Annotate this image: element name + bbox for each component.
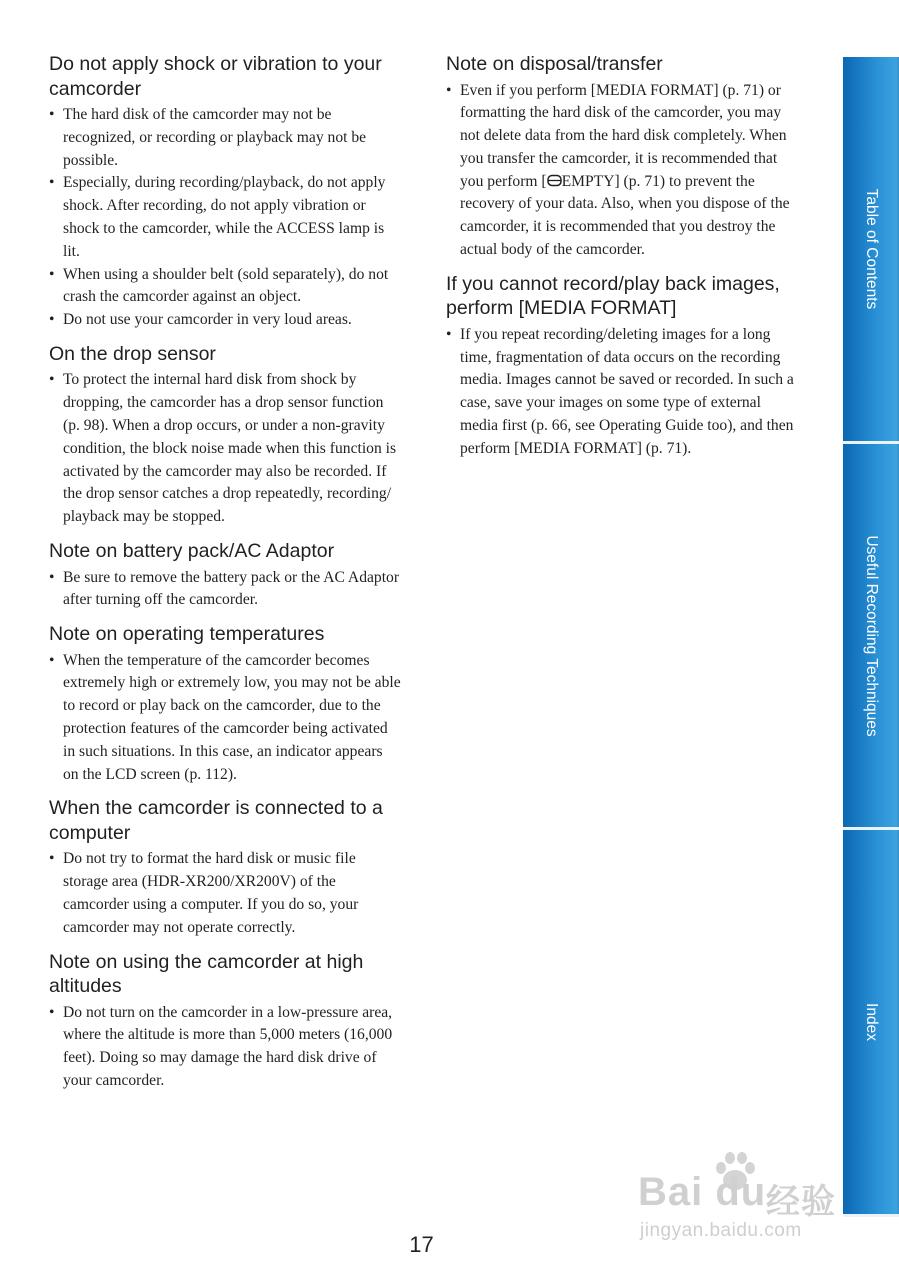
section-battery	[49, 539, 401, 612]
list-item: • Especially, during recording/playback, do not apply shock. After recording, do not apply vibration or shock to the camcorder, while the ACCESS lamp is lit.	[49, 172, 401, 263]
section-shock-vibration	[49, 52, 401, 332]
list-item: • Be sure to remove the battery pack or the AC Adaptor after turning off the camcorder.	[49, 567, 401, 613]
section-computer	[49, 796, 401, 939]
list-item: • When using a shoulder belt (sold separately), do not crash the camcorder against an object.	[49, 264, 401, 310]
page-number: 17	[409, 1232, 434, 1257]
bullet-list	[446, 324, 796, 461]
section-heading: When the camcorder is connected to a computer	[49, 797, 383, 844]
section-temperatures	[49, 622, 401, 786]
section-drop-sensor	[49, 342, 401, 529]
watermark-brand-cn: 经验	[766, 1183, 836, 1221]
list-item: • To protect the internal hard disk from shock by dropping, the camcorder has a drop sensor function (p. 98). When a drop occurs, or under a non-gravity condition, the block noise made when this function is activated by the camcorder may also be recorded. If the drop sensor catches a drop repeatedly, recording/ playback may be stopped.	[49, 369, 401, 529]
right-column	[446, 52, 796, 471]
tab-index[interactable]	[843, 830, 899, 1217]
section-heading: Note on operating temperatures	[49, 623, 325, 646]
hard-disk-icon	[547, 174, 562, 187]
bullet-list	[49, 1002, 401, 1093]
list-item: • Do not try to format the hard disk or music file storage area (HDR-XR200/XR200V) of the camcorder using a computer. If you do so, your camcorder may not operate correctly.	[49, 848, 401, 939]
bullet-list	[49, 567, 401, 613]
baidu-watermark	[638, 1150, 848, 1245]
section-heading: If you cannot record/play back images, perform [MEDIA FORMAT]	[446, 272, 780, 320]
section-heading: Note on battery pack/AC Adaptor	[49, 540, 335, 563]
tab-useful-recording-techniques[interactable]	[843, 444, 899, 830]
section-disposal	[446, 52, 796, 262]
bullet-list	[49, 848, 401, 939]
section-heading: Note on using the camcorder at high altitudes	[49, 950, 364, 998]
bullet-text-part: Even if you perform [MEDIA FORMAT] (p. 71) or formatting the hard disk of the camcorder, you may not delete data from the hard disk completely. When you transfer the camcorder, it is recommended that you perform [	[460, 81, 787, 190]
list-item: • When the temperature of the camcorder becomes extremely high or extremely low, you may not be able to record or play back on the camcorder, due to the protection features of the camcorder being activated in such situations. In this case, an indicator appears on the LCD screen (p. 112).	[49, 650, 401, 787]
section-heading: On the drop sensor	[49, 342, 216, 365]
bullet-list	[446, 80, 796, 262]
tab-label: Table of Contents	[863, 188, 880, 310]
section-heading: Do not apply shock or vibration to your camcorder	[49, 53, 382, 100]
bullet-list	[49, 650, 401, 787]
tab-label: Useful Recording Techniques	[863, 534, 880, 737]
list-item: • Do not use your camcorder in very loud areas.	[49, 309, 401, 332]
section-altitudes	[49, 950, 401, 1093]
list-item: • Do not turn on the camcorder in a low-pressure area, where the altitude is more than 5,000 meters (16,000 feet). Doing so may damage the hard disk drive of your camcorder.	[49, 1002, 401, 1093]
bullet-list	[49, 104, 401, 332]
watermark-url: jingyan.baidu.com	[640, 1220, 802, 1241]
tab-table-of-contents[interactable]	[843, 57, 899, 444]
bullet-text-part: EMPTY] (p. 71) to prevent the recovery of your data. Also, when you dispose of the camcorder, it is recommended that you destroy the actual body of the camcorder.	[460, 172, 790, 259]
section-heading: Note on disposal/transfer	[446, 53, 663, 75]
list-item: • If you repeat recording/deleting images for a long time, fragmentation of data occurs on the recording media. Images cannot be saved or recorded. In such a case, save your images on some type of external media first (p. 66, see Operating Guide too), and then perform [MEDIA FORMAT] (p. 71).	[446, 324, 796, 461]
left-column	[49, 52, 401, 1103]
section-cannot-record	[446, 272, 796, 461]
list-item: • The hard disk of the camcorder may not be recognized, or recording or playback may not be possible.	[49, 104, 401, 172]
list-item	[446, 80, 796, 262]
watermark-brand: Bai du	[638, 1170, 767, 1214]
tab-label: Index	[863, 1003, 880, 1041]
bullet-list	[49, 369, 401, 529]
